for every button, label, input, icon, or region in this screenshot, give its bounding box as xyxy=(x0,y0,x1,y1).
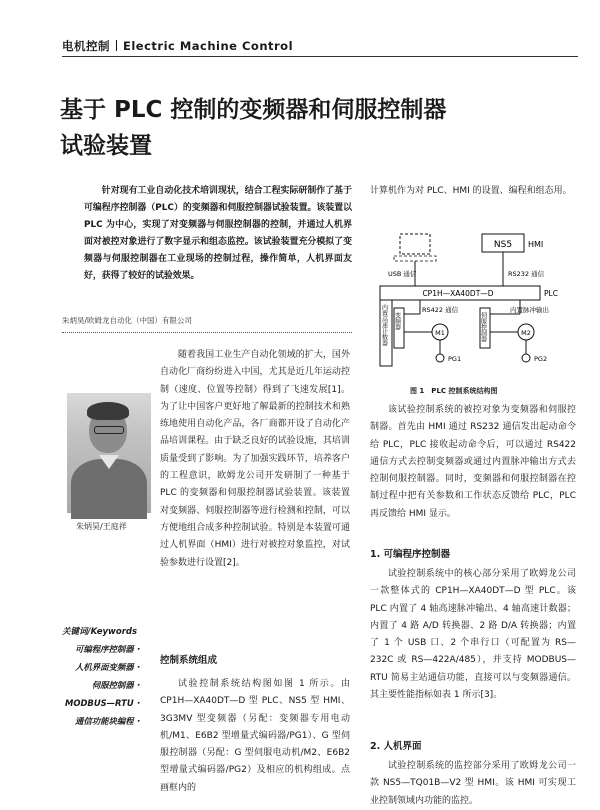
system-paragraph: 试验控制系统结构图如图 1 所示。由 CP1H—XA40DT—D 型 PLC、NS5 型 HMI、3G3MV 型变频器（另配：变频器专用电动机/M1、E6B2 型增量式编码器/PG1）、G 型伺服控制器（另配：G 型伺服电动机/M2、E6B2 型增量式编码器/PG2）及相应的机构组成。点画框内的 xyxy=(160,679,350,793)
vfd-label: 变频器 xyxy=(393,312,401,330)
author-photo xyxy=(67,393,151,513)
intro-paragraph: 随着我国工业生产自动化领域的扩大，国外自动化厂商纷纷进入中国，尤其是近几年运动控制（速度、位置等控制）得到了飞速发展[1]。为了让中国客户更好地了解最新的控制技术和熟练地使用自动化产品，各厂商都开设了自动化产品培训课程。由于缺乏良好的试验设施，其培训质量受到了影响。为了加强实践环节，培养客户的工程意识，欧姆龙公司开发研制了一种基于 PLC 的变频器和伺服控制器试验装置。该装置对变频器、伺服控制器等进行检测和控制，可以方便地组合成多种控制试验。特别是本装置可通过人机界面（HMI）进行对被控对象监控，对试验参数进行设置[2]。 xyxy=(160,350,350,568)
keyword-item: MODBUS—RTU・ xyxy=(65,698,142,708)
rs422-label: RS422 通信 xyxy=(422,306,459,314)
title-line-2: 试验装置 xyxy=(60,133,152,159)
plc-model-label: CP1H—XA40DT—D xyxy=(422,289,494,298)
keyword-item: 通信功能块编程・ xyxy=(75,716,142,726)
header-rule xyxy=(62,56,578,57)
system-block-diagram xyxy=(370,228,580,383)
section-heading-system: 控制系统组成 xyxy=(160,655,218,666)
m1-label: M1 xyxy=(435,329,445,337)
servo-label: 伺服控制器 xyxy=(479,312,487,342)
subheading-hmi: 2. 人机界面 xyxy=(370,741,422,752)
rs232-label: RS232 通信 xyxy=(508,270,545,278)
pg2-label: PG2 xyxy=(534,355,548,363)
keyword-item: 可编程序控制器・ xyxy=(75,644,142,654)
figure-caption: 图 1 PLC 控制系统结构图 xyxy=(410,387,498,395)
m2-label: M2 xyxy=(521,329,531,337)
high-speed-counter-label: 内置高速计数器 xyxy=(380,304,388,346)
running-header xyxy=(62,38,293,54)
keywords-heading: 关键词/Keywords xyxy=(62,627,138,637)
affiliation-rule xyxy=(62,332,352,333)
photo-caption: 朱炳昊/王庭祥 xyxy=(76,522,127,531)
title-line-1: 基于 PLC 控制的变频器和伺服控制器 xyxy=(60,97,447,123)
control-flow-paragraph: 该试验控制系统的被控对象为变频器和伺服控制器。首先由 HMI 通过 RS232 通信发出起动命令给 PLC，PLC 接收起动命令后，可以通过 RS422 通信方式去控制变频器或通过内置脉冲输出方式去控制伺服控制器。同时，变频器和伺服控制器在控制过程中把有关参数和工作状态反馈给 PLC，PLC 再反馈给 HMI 显示。 xyxy=(370,405,576,519)
ns5-label: NS5 xyxy=(493,240,513,250)
keyword-item: 伺服控制器・ xyxy=(91,680,142,690)
keyword-item: 人机界面变频器・ xyxy=(75,662,142,672)
author-affiliation: 朱炳昊/欧姆龙自动化（中国）有限公司 xyxy=(62,316,193,325)
encoder-pg2 xyxy=(522,354,530,362)
encoder-pg1 xyxy=(436,354,444,362)
pg1-label: PG1 xyxy=(448,355,462,363)
header-section-en: Electric Machine Control xyxy=(123,39,294,53)
subheading-plc: 1. 可编程序控制器 xyxy=(370,549,451,560)
article-title xyxy=(60,92,530,164)
pulse-output-label: 内置脉冲输出 xyxy=(510,306,549,314)
plc-label: PLC xyxy=(544,289,558,298)
usb-label: USB 通信 xyxy=(388,270,417,278)
computer-icon xyxy=(400,234,430,254)
hmi-label: HMI xyxy=(528,240,544,249)
header-section-cn: 电机控制 xyxy=(62,39,110,53)
header-divider xyxy=(116,40,117,51)
right-intro-text: 计算机作为对 PLC、HMI 的设置、编程和组态用。 xyxy=(370,186,572,196)
plc-paragraph: 试验控制系统中的核心部分采用了欧姆龙公司一款整体式的 CP1H—XA40DT—D 型 PLC。该 PLC 内置了 4 轴高速脉冲输出、4 轴高速计数器；内置了 4 路 A/D 转换器、2 路 D/A 转换器；内置了 1 个 USB 口、2 个串行口（可配置为 RS—232C 或 RS—422A/485），并支持 MODBUS—RTU 简易主站通信功能，直接可以与变频器通信。其主要性能指标如表 1 所示[3]。 xyxy=(370,569,576,701)
abstract: 针对现有工业自动化技术培训现状，结合工程实际研制作了基于可编程序控制器（PLC）的变频器和伺服控制器试验装置。该装置以 PLC 为中心，实现了对变频器与伺服控制器的控制，并通过人机界面对被控对象进行了数字显示和组态监控。该试验装置充分模拟了变频器与伺服控制器在工业现场的控制过程，操作简单，人机界面友好，获得了较好的试验效果。 xyxy=(84,186,352,281)
hmi-paragraph: 试验控制系统的监控部分采用了欧姆龙公司一款 NS5—TQ01B—V2 型 HMI。该 HMI 可实现工业控制领域内功能的监控。 xyxy=(370,761,576,806)
